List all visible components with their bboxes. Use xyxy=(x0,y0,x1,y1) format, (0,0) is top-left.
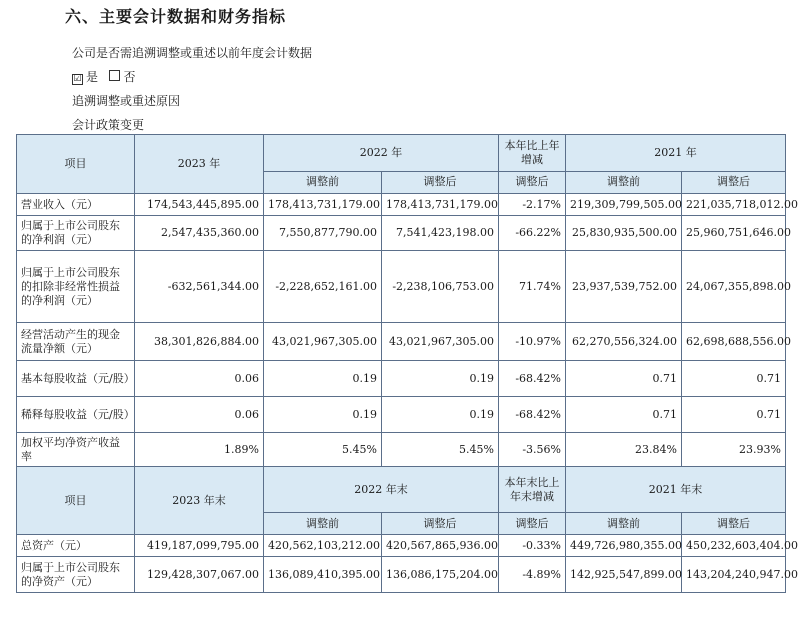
header-2022-end-before: 调整前 xyxy=(264,513,382,535)
value-2021-after: 24,067,355,898.00 xyxy=(682,251,786,323)
header-item: 项目 xyxy=(17,135,135,194)
accounting-policy-change: 会计政策变更 xyxy=(72,118,145,132)
row-label: 归属于上市公司股东的净利润（元） xyxy=(17,216,135,251)
value-2022-before: 0.19 xyxy=(264,397,382,433)
header-2022-end: 2022 年末 xyxy=(264,467,499,513)
value-change: -2.17% xyxy=(499,194,566,216)
financial-indicators-table xyxy=(16,134,798,593)
value-2023: 38,301,826,884.00 xyxy=(135,323,264,361)
value-2022-before: 0.19 xyxy=(264,361,382,397)
value-2022-before: -2,228,652,161.00 xyxy=(264,251,382,323)
value-2022-after: 136,086,175,204.00 xyxy=(382,557,499,593)
value-2022-after: 0.19 xyxy=(382,361,499,397)
table-row xyxy=(17,535,786,557)
value-2023: 419,187,099,795.00 xyxy=(135,535,264,557)
value-2022-after: 178,413,731,179.00 xyxy=(382,194,499,216)
checkbox-yes-label: 是 xyxy=(86,70,99,84)
value-2021-before: 0.71 xyxy=(566,397,682,433)
table-row xyxy=(17,433,786,467)
header-2021-end-before: 调整前 xyxy=(566,513,682,535)
row-label: 总资产（元） xyxy=(17,535,135,557)
value-change: -3.56% xyxy=(499,433,566,467)
value-2021-before: 219,309,799,505.00 xyxy=(566,194,682,216)
table-row xyxy=(17,323,786,361)
header-2021-end: 2021 年末 xyxy=(566,467,786,513)
table-row xyxy=(17,361,786,397)
value-change: -4.89% xyxy=(499,557,566,593)
value-2021-after: 143,204,240,947.00 xyxy=(682,557,786,593)
restatement-checkboxes xyxy=(72,68,135,85)
value-2021-before: 449,726,980,355.00 xyxy=(566,535,682,557)
value-change: -68.42% xyxy=(499,397,566,433)
header-2022-after: 调整后 xyxy=(382,171,499,193)
value-2022-before: 5.45% xyxy=(264,433,382,467)
header-change-after: 调整后 xyxy=(499,171,566,193)
table-row xyxy=(17,557,786,593)
value-2021-after: 221,035,718,012.00 xyxy=(682,194,786,216)
table-row xyxy=(17,216,786,251)
value-change: -10.97% xyxy=(499,323,566,361)
value-2021-after: 0.71 xyxy=(682,397,786,433)
value-change: -66.22% xyxy=(499,216,566,251)
value-2022-before: 136,089,410,395.00 xyxy=(264,557,382,593)
value-2021-before: 25,830,935,500.00 xyxy=(566,216,682,251)
value-change: -68.42% xyxy=(499,361,566,397)
value-2021-after: 23.93% xyxy=(682,433,786,467)
value-2021-after: 0.71 xyxy=(682,361,786,397)
header-2021-before: 调整前 xyxy=(566,171,682,193)
value-2021-after: 62,698,688,556.00 xyxy=(682,323,786,361)
header-2022: 2022 年 xyxy=(264,135,499,172)
value-2023: 129,428,307,067.00 xyxy=(135,557,264,593)
table-row xyxy=(17,251,786,323)
table-row xyxy=(17,397,786,433)
value-2021-before: 62,270,556,324.00 xyxy=(566,323,682,361)
row-label: 经营活动产生的现金流量净额（元） xyxy=(17,323,135,361)
section-heading: 六、主要会计数据和财务指标 xyxy=(65,7,287,26)
value-2022-before: 43,021,967,305.00 xyxy=(264,323,382,361)
checkbox-no-label: 否 xyxy=(123,70,136,84)
value-2022-after: 0.19 xyxy=(382,397,499,433)
row-label: 加权平均净资产收益率 xyxy=(17,433,135,467)
value-change: -0.33% xyxy=(499,535,566,557)
value-2022-after: 420,567,865,936.00 xyxy=(382,535,499,557)
value-2021-before: 23,937,539,752.00 xyxy=(566,251,682,323)
value-change: 71.74% xyxy=(499,251,566,323)
value-2021-before: 23.84% xyxy=(566,433,682,467)
header-2022-end-after: 调整后 xyxy=(382,513,499,535)
value-2023: 2,547,435,360.00 xyxy=(135,216,264,251)
value-2021-before: 0.71 xyxy=(566,361,682,397)
value-2022-after: 43,021,967,305.00 xyxy=(382,323,499,361)
value-2023: 0.06 xyxy=(135,397,264,433)
header-2021: 2021 年 xyxy=(566,135,786,172)
row-label: 营业收入（元） xyxy=(17,194,135,216)
header-change: 本年比上年增减 xyxy=(499,135,566,172)
value-2021-before: 142,925,547,899.00 xyxy=(566,557,682,593)
row-label: 基本每股收益（元/股） xyxy=(17,361,135,397)
header-2021-after: 调整后 xyxy=(682,171,786,193)
header-change-end-after: 调整后 xyxy=(499,513,566,535)
value-2022-before: 420,562,103,212.00 xyxy=(264,535,382,557)
row-label: 归属于上市公司股东的扣除非经常性损益的净利润（元） xyxy=(17,251,135,323)
checkbox-no[interactable] xyxy=(109,70,120,81)
value-2022-before: 178,413,731,179.00 xyxy=(264,194,382,216)
header-2023-end: 2023 年末 xyxy=(135,467,264,535)
header-item-2: 项目 xyxy=(17,467,135,535)
value-2022-before: 7,550,877,790.00 xyxy=(264,216,382,251)
header-2021-end-after: 调整后 xyxy=(682,513,786,535)
header-change-end: 本年末比上年末增减 xyxy=(499,467,566,513)
value-2022-after: -2,238,106,753.00 xyxy=(382,251,499,323)
value-2023: -632,561,344.00 xyxy=(135,251,264,323)
row-label: 归属于上市公司股东的净资产（元） xyxy=(17,557,135,593)
value-2022-after: 5.45% xyxy=(382,433,499,467)
row-label: 稀释每股收益（元/股） xyxy=(17,397,135,433)
value-2023: 1.89% xyxy=(135,433,264,467)
value-2022-after: 7,541,423,198.00 xyxy=(382,216,499,251)
table-row xyxy=(17,194,786,216)
header-2022-before: 调整前 xyxy=(264,171,382,193)
value-2023: 174,543,445,895.00 xyxy=(135,194,264,216)
header-2023: 2023 年 xyxy=(135,135,264,194)
restatement-reason-label: 追溯调整或重述原因 xyxy=(72,94,181,108)
checkbox-yes[interactable]: ☑ xyxy=(73,74,82,84)
restatement-question: 公司是否需追溯调整或重述以前年度会计数据 xyxy=(72,46,313,60)
value-2021-after: 450,232,603,404.00 xyxy=(682,535,786,557)
value-2023: 0.06 xyxy=(135,361,264,397)
value-2021-after: 25,960,751,646.00 xyxy=(682,216,786,251)
